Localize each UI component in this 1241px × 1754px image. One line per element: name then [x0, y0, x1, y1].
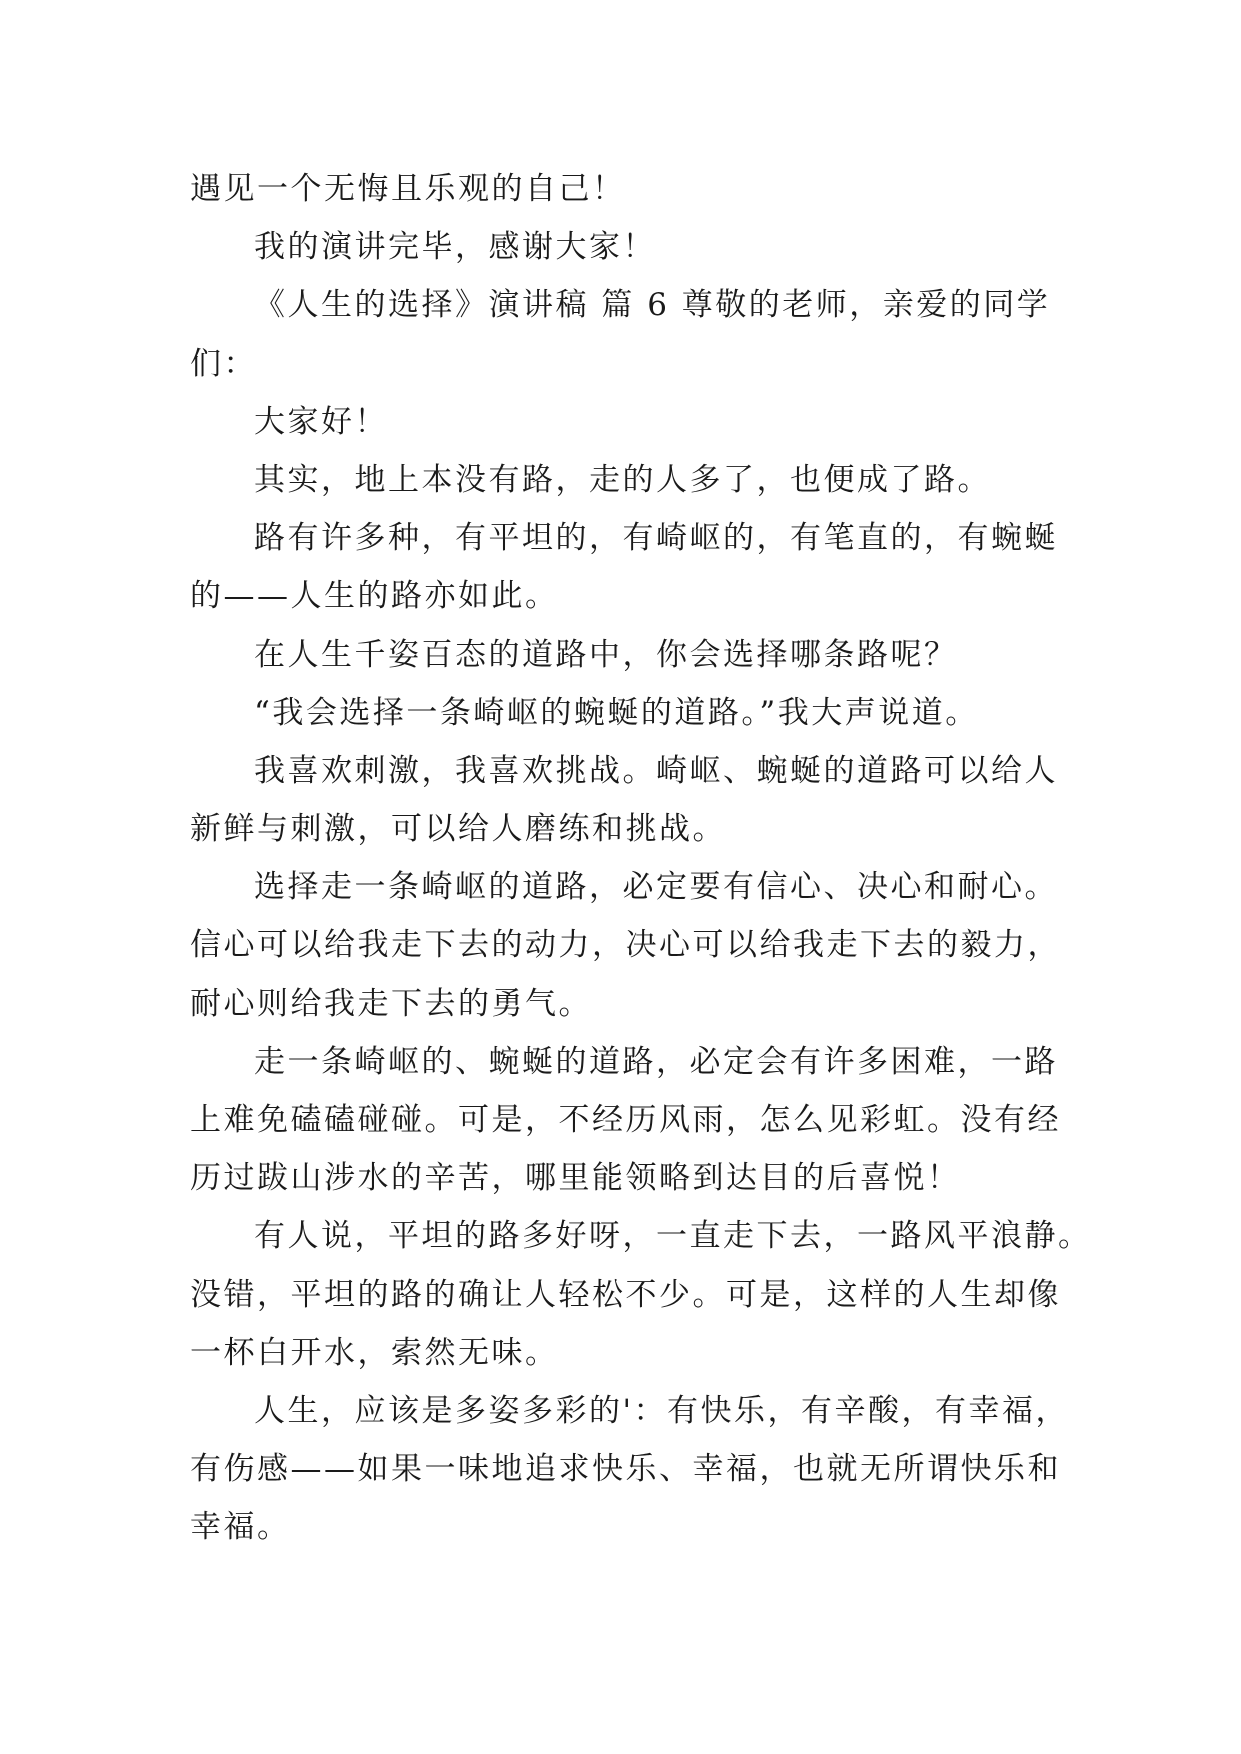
text-line: 幸福。	[190, 1509, 291, 1546]
text-line: 我喜欢刺激，我喜欢挑战。崎岖、蜿蜒的道路可以给人	[254, 752, 1058, 789]
text-line: 《人生的选择》演讲稿 篇 6 尊敬的老师，亲爱的同学	[254, 287, 1051, 324]
text-line: 有伤感——如果一味地追求快乐、幸福，也就无所谓快乐和	[190, 1451, 1061, 1488]
text-line: 人生，应该是多姿多彩的'：有快乐，有辛酸，有幸福，	[254, 1392, 1070, 1429]
text-line: 遇见一个无悔且乐观的自己！	[190, 171, 626, 207]
text-line: 路有许多种，有平坦的，有崎岖的，有笔直的，有蜿蜒	[254, 520, 1058, 557]
text-line: 走一条崎岖的、蜿蜒的道路，必定会有许多困难，一路	[254, 1043, 1058, 1080]
text-line: 上难免磕磕碰碰。可是，不经历风雨，怎么见彩虹。没有经	[190, 1102, 1061, 1138]
text-line: 我的演讲完毕，感谢大家！	[254, 229, 656, 266]
text-line: 有人说，平坦的路多好呀，一直走下去，一路风平浪静。	[254, 1218, 1092, 1255]
text-line: 一杯白开水，索然无味。	[190, 1334, 559, 1371]
text-line: 耐心则给我走下去的勇气。	[190, 985, 592, 1022]
text-line: “我会选择一条崎岖的蜿蜒的道路。”我大声说道。	[254, 694, 979, 731]
text-line: 们：	[190, 345, 257, 382]
text-line: 在人生千姿百态的道路中，你会选择哪条路呢？	[254, 636, 958, 673]
document-body	[190, 160, 1092, 1557]
text-line: 新鲜与刺激，可以给人磨练和挑战。	[190, 811, 726, 848]
text-line: 信心可以给我走下去的动力，决心可以给我走下去的毅力，	[190, 927, 1061, 964]
text-line: 选择走一条崎岖的道路，必定要有信心、决心和耐心。	[254, 869, 1058, 906]
text-line: 没错，平坦的路的确让人轻松不少。可是，这样的人生却像	[190, 1276, 1061, 1313]
text-line: 其实，地上本没有路，走的人多了，也便成了路。	[254, 461, 991, 498]
text-line: 大家好！	[254, 403, 388, 440]
text-line: 历过跋山涉水的辛苦，哪里能领略到达目的后喜悦！	[190, 1160, 961, 1197]
text-line: 的——人生的路亦如此。	[190, 578, 559, 615]
